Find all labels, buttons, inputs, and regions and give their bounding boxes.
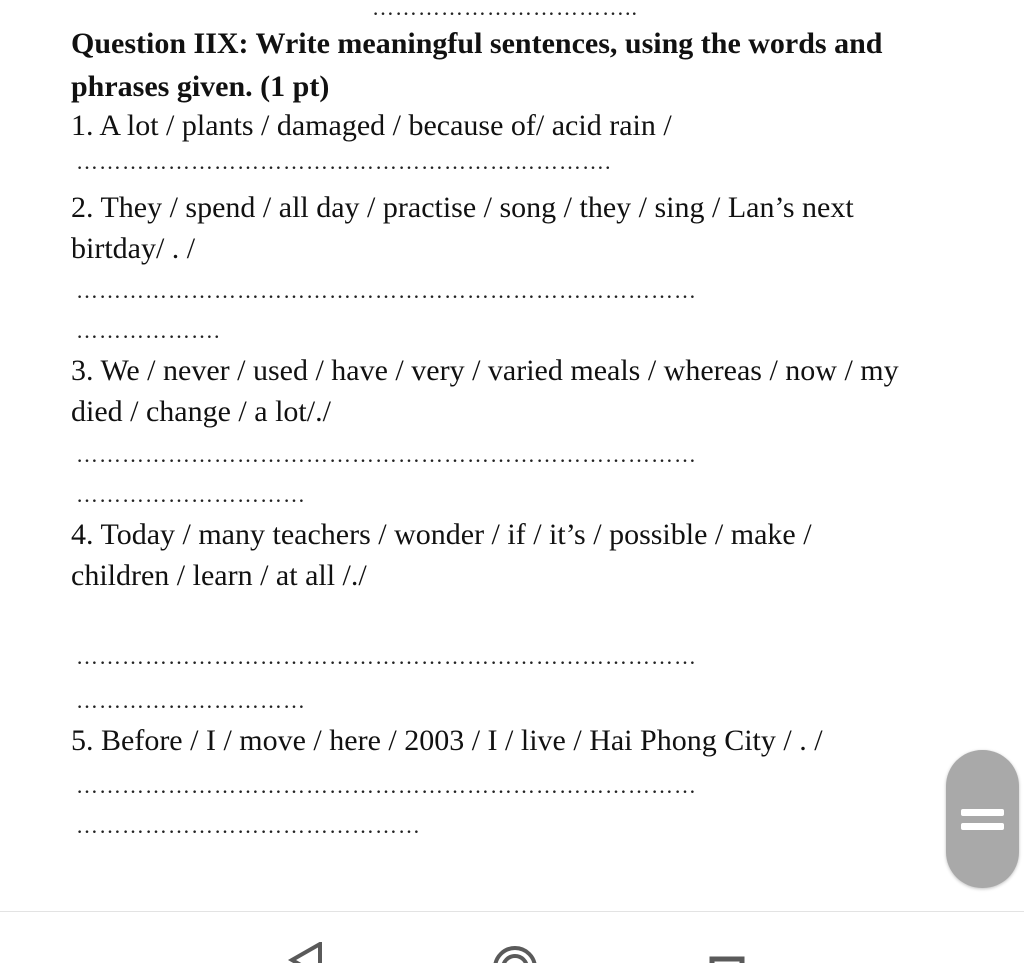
- item-4-prompt-line-2: children / learn / at all /./: [71, 559, 367, 592]
- question-heading-line-2: phrases given. (1 pt): [71, 70, 330, 103]
- item-3-prompt-line-2: died / change / a lot/./: [71, 395, 331, 428]
- top-dotted-line: ……………………………..: [372, 0, 638, 20]
- scroll-handle[interactable]: [946, 750, 1019, 888]
- back-triangle-icon: [284, 942, 324, 963]
- nav-home-button[interactable]: [490, 942, 540, 963]
- item-4-prompt-line-1: 4. Today / many teachers / wonder / if / it’s / possible / make /: [71, 518, 812, 551]
- question-heading-line-1: Question IIX: Write meaningful sentences, using the words and: [71, 27, 883, 60]
- nav-back-button[interactable]: [284, 942, 324, 963]
- item-2-prompt-line-2: birtday/ . /: [71, 232, 196, 265]
- item-2-answer-line-2: ……………….: [76, 318, 221, 343]
- item-2-answer-line-1: ………………………………………………………………………: [76, 278, 697, 303]
- item-3-answer-line-1: ………………………………………………………………………: [76, 442, 697, 467]
- item-2-prompt-line-1: 2. They / spend / all day / practise / song / they / sing / Lan’s next: [71, 191, 854, 224]
- item-5-prompt: 5. Before / I / move / here / 2003 / I / live / Hai Phong City / . /: [71, 724, 823, 757]
- home-circle-icon: [490, 942, 540, 963]
- drag-handle-icon: [946, 750, 1019, 888]
- item-5-answer-line-2: ………………………………………: [76, 813, 421, 838]
- system-navigation-bar: [0, 912, 1024, 963]
- item-3-answer-line-2: …………………………: [76, 482, 306, 507]
- item-4-answer-line-2: …………………………: [76, 688, 306, 713]
- recents-square-icon: [706, 942, 746, 963]
- item-5-answer-line-1: ………………………………………………………………………: [76, 773, 697, 798]
- item-1-prompt: 1. A lot / plants / damaged / because of/ acid rain /: [71, 109, 672, 142]
- item-3-prompt-line-1: 3. We / never / used / have / very / varied meals / whereas / now / my: [71, 354, 899, 387]
- nav-recents-button[interactable]: [706, 942, 746, 963]
- item-4-answer-line-1: ………………………………………………………………………: [76, 644, 697, 669]
- item-1-answer-line: …………………………………………………………….: [76, 149, 612, 174]
